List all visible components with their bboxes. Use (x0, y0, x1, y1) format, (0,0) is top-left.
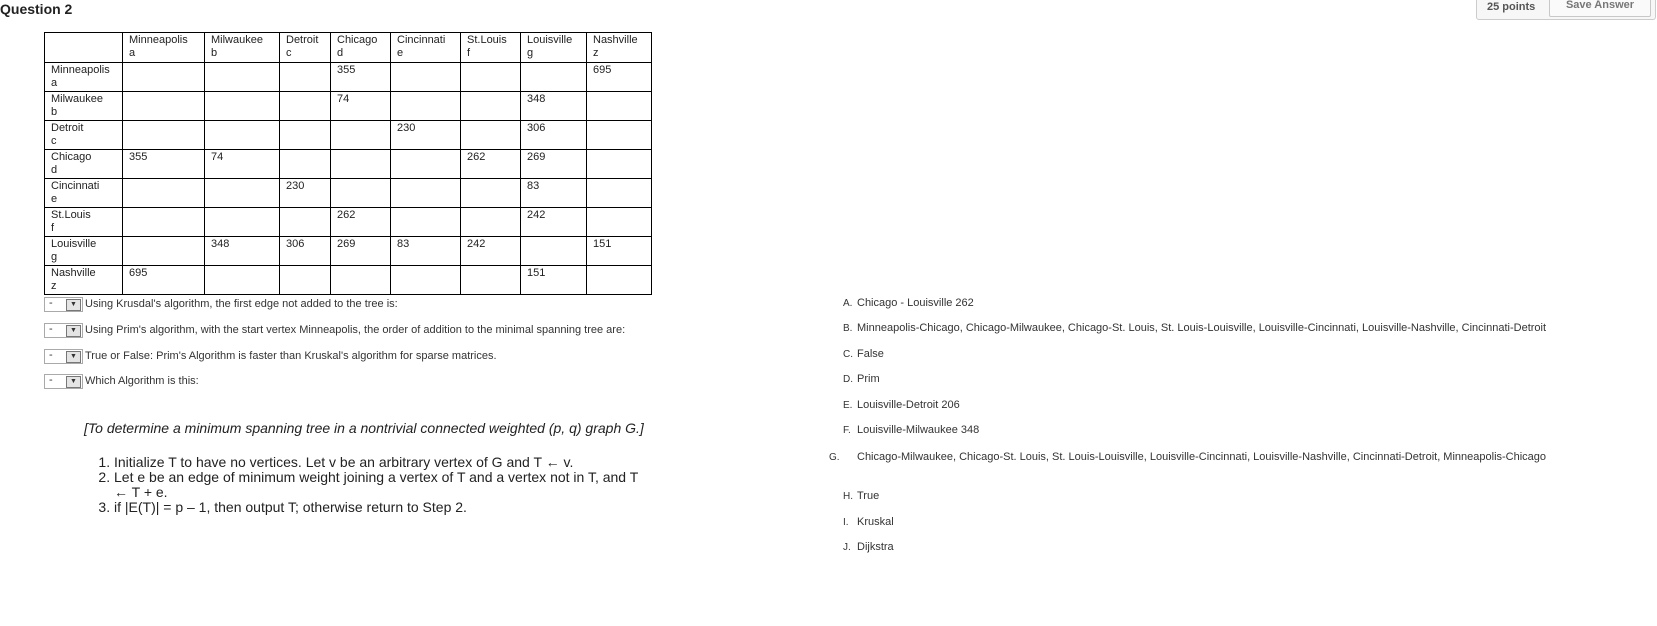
table-cell (123, 237, 205, 266)
answer-letter: J. (843, 542, 851, 553)
table-cell (205, 266, 280, 295)
table-cell (205, 208, 280, 237)
table-cell: 83 (391, 237, 461, 266)
table-cell: 74 (205, 150, 280, 179)
col-header: Cincinnati e (391, 33, 461, 63)
table-cell (461, 266, 521, 295)
table-cell (521, 63, 587, 92)
table-row (45, 208, 652, 237)
table-cell (123, 63, 205, 92)
table-cell: 695 (123, 266, 205, 295)
answer-letter: C. (843, 349, 853, 360)
table-cell (391, 266, 461, 295)
table-row (45, 63, 652, 92)
row-header: Detroit c (45, 121, 123, 150)
table-cell (391, 150, 461, 179)
table-cell (280, 208, 331, 237)
algorithm-header: [To determine a minimum spanning tree in a nontrivial connected weighted (p, q) graph G.] (84, 420, 644, 436)
question-title: Question 2 (0, 1, 73, 17)
row-header: Louisville g (45, 237, 123, 266)
row-header: Chicago d (45, 150, 123, 179)
answer-option (843, 490, 879, 502)
answer-letter: D. (843, 374, 853, 385)
table-cell (280, 150, 331, 179)
table-cell: 269 (331, 237, 391, 266)
table-cell: 83 (521, 179, 587, 208)
table-cell (123, 121, 205, 150)
table-cell (205, 179, 280, 208)
answer-text: Chicago - Louisville 262 (857, 297, 974, 309)
col-header: Nashville z (587, 33, 652, 63)
table-cell: 348 (521, 92, 587, 121)
answer-option (843, 541, 894, 553)
algorithm-step: 1. Initialize T to have no vertices. Let v be an arbitrary vertex of G and T ← v. (114, 455, 654, 470)
table-cell (123, 92, 205, 121)
answer-letter: E. (843, 400, 853, 411)
table-cell (280, 63, 331, 92)
row-header: Cincinnati e (45, 179, 123, 208)
answer-text: Prim (857, 373, 880, 385)
table-cell (331, 266, 391, 295)
answer-text: Louisville-Detroit 206 (857, 399, 960, 411)
table-cell: 242 (461, 237, 521, 266)
table-cell (391, 92, 461, 121)
algorithm-box (84, 420, 654, 515)
algorithm-step: 3. if |E(T)| = p – 1, then output T; otherwise return to Step 2. (114, 500, 654, 515)
answer-text: False (857, 348, 884, 360)
table-cell (280, 121, 331, 150)
answer-letter: B. (843, 323, 853, 334)
table-cell: 262 (331, 208, 391, 237)
row-header: Nashville z (45, 266, 123, 295)
answer-letter: G. (829, 452, 840, 463)
table-cell (331, 121, 391, 150)
answer-option (843, 297, 974, 309)
select-value: - (49, 349, 53, 361)
matching-prompt: Using Krusdal's algorithm, the first edge not added to the tree is: (85, 298, 398, 310)
table-cell (587, 208, 652, 237)
table-row (45, 92, 652, 121)
table-cell: 242 (521, 208, 587, 237)
points-panel (1476, 0, 1656, 20)
table-cell (521, 237, 587, 266)
table-cell: 306 (521, 121, 587, 150)
table-cell (587, 92, 652, 121)
chevron-down-icon[interactable]: ▼ (66, 299, 81, 311)
select-value: - (49, 297, 53, 309)
row-header: Minneapolis a (45, 63, 123, 92)
chevron-down-icon[interactable]: ▼ (66, 376, 81, 388)
table-cell: 269 (521, 150, 587, 179)
answer-option (829, 450, 1617, 465)
answer-option (843, 348, 884, 360)
table-cell: 355 (331, 63, 391, 92)
table-cell: 151 (587, 237, 652, 266)
answer-option (843, 424, 979, 436)
table-cell (461, 92, 521, 121)
table-cell (461, 63, 521, 92)
answer-option (843, 322, 1546, 334)
table-cell (587, 266, 652, 295)
save-answer-button[interactable]: Save Answer (1549, 0, 1651, 17)
table-corner-cell (45, 33, 123, 63)
row-header: Milwaukee b (45, 92, 123, 121)
answer-letter: F. (843, 425, 851, 436)
answer-select[interactable] (44, 374, 83, 389)
algorithm-steps (84, 455, 654, 515)
table-cell (461, 179, 521, 208)
matching-prompt: Which Algorithm is this: (85, 375, 199, 387)
table-cell (587, 121, 652, 150)
answer-text: Chicago-Milwaukee, Chicago-St. Louis, St. Louis-Louisville, Louisville-Cincinnati, Louisville-Nashville, Cincinnati-Detroit, Minneapolis-Chicago (857, 451, 1547, 463)
answer-text: Minneapolis-Chicago, Chicago-Milwaukee, Chicago-St. Louis, St. Louis-Louisville, Louisville-Cincinnati, Louisville-Nashville, Cincinnati-Detroit (857, 322, 1547, 334)
answer-select[interactable] (44, 349, 83, 364)
table-cell (331, 179, 391, 208)
table-cell: 230 (391, 121, 461, 150)
answer-text: Louisville-Milwaukee 348 (857, 424, 980, 436)
answer-letter: I. (843, 517, 849, 528)
table-cell (391, 63, 461, 92)
table-cell (331, 150, 391, 179)
answer-option (843, 516, 894, 528)
table-cell (461, 121, 521, 150)
points-label: 25 points (1487, 1, 1536, 13)
answer-letter: H. (843, 491, 853, 502)
table-row (45, 150, 652, 179)
table-cell (587, 150, 652, 179)
table-row (45, 266, 652, 295)
table-cell: 355 (123, 150, 205, 179)
table-cell: 262 (461, 150, 521, 179)
distance-table (44, 32, 652, 295)
answer-text: Dijkstra (857, 541, 894, 553)
select-value: - (49, 323, 53, 335)
col-header: Milwaukee b (205, 33, 280, 63)
answer-text: Kruskal (857, 516, 894, 528)
algorithm-step: 2. Let e be an edge of minimum weight joining a vertex of T and a vertex not in T, and T ← T + e. (114, 470, 654, 500)
table-cell (280, 92, 331, 121)
answer-select[interactable] (44, 297, 83, 312)
table-cell (205, 63, 280, 92)
table-body (45, 63, 652, 295)
table-cell: 151 (521, 266, 587, 295)
table-header-row (45, 33, 652, 63)
answer-select[interactable] (44, 323, 83, 338)
answer-text: True (857, 490, 880, 502)
col-header: Chicago d (331, 33, 391, 63)
table-cell (461, 208, 521, 237)
table-cell: 348 (205, 237, 280, 266)
table-cell (391, 179, 461, 208)
answer-option (843, 373, 880, 385)
select-value: - (49, 374, 53, 386)
col-header: St.Louis f (461, 33, 521, 63)
chevron-down-icon[interactable]: ▼ (66, 351, 81, 363)
table-cell: 695 (587, 63, 652, 92)
col-header: Minneapolis a (123, 33, 205, 63)
answer-option (843, 399, 960, 411)
table-cell (123, 208, 205, 237)
table-cell: 74 (331, 92, 391, 121)
col-header: Louisville g (521, 33, 587, 63)
col-header: Detroit c (280, 33, 331, 63)
matching-prompt: Using Prim's algorithm, with the start vertex Minneapolis, the order of addition to the minimal spanning tree are: (85, 324, 626, 336)
table-cell: 230 (280, 179, 331, 208)
table-cell: 306 (280, 237, 331, 266)
table-cell (205, 92, 280, 121)
table-row (45, 179, 652, 208)
table-cell (280, 266, 331, 295)
chevron-down-icon[interactable]: ▼ (66, 325, 81, 337)
table-cell (587, 179, 652, 208)
matching-prompt: True or False: Prim's Algorithm is faster than Kruskal's algorithm for sparse matrices. (85, 350, 497, 362)
row-header: St.Louis f (45, 208, 123, 237)
table-row (45, 237, 652, 266)
table-cell (123, 179, 205, 208)
table-cell (205, 121, 280, 150)
table-cell (391, 208, 461, 237)
answer-letter: A. (843, 298, 853, 309)
table-row (45, 121, 652, 150)
